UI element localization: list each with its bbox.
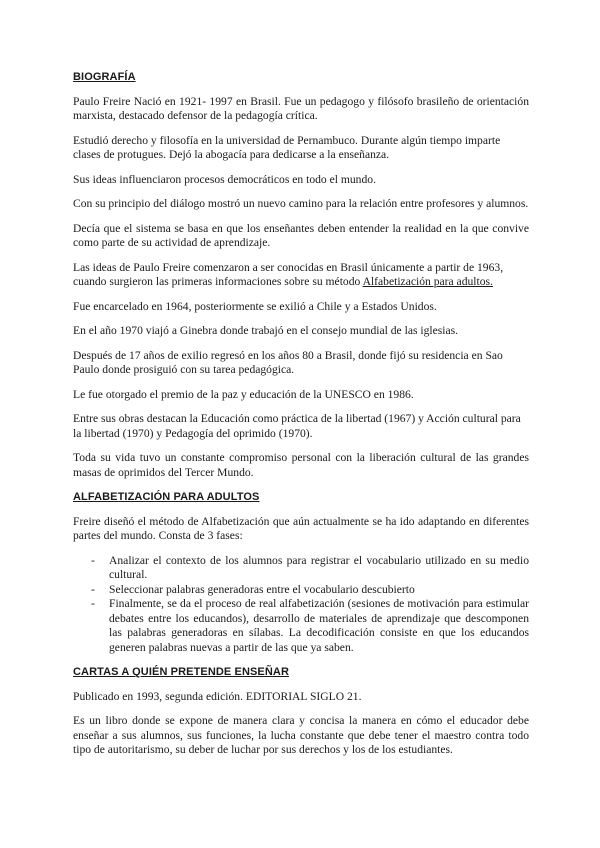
phase-text: Finalmente, se da el proceso de real alfabetización (sesiones de motivación para estimular debates entre los educandos), desarrollo de materiales de aprendizaje que descomponen las palabras generadoras en sílabas. La decodificación consiste en que los educandos generen palabras nuevas a partir de las que ya saben.: [109, 597, 529, 654]
biografia-heading: BIOGRAFÍA: [73, 71, 136, 83]
cartas-description: Es un libro donde se expone de manera clara y concisa la manera en cómo el educador debe enseñar a sus alumnos, sus funciones, la lucha constante que debe tener el maestro contra todo tipo de autoritarismo, su deber de luchar por sus derechos y los de los estudiantes.: [73, 714, 529, 756]
biografia-paragraph: Con su principio del diálogo mostró un nuevo camino para la relación entre profesores y alumnos.: [73, 197, 529, 210]
biografia-paragraph: Paulo Freire Nació en 1921- 1997 en Brasil. Fue un pedagogo y filósofo brasileño de orientación marxista, destacado defensor de la pedagogía crítica.: [73, 94, 529, 122]
biografia-paragraph: Toda su vida tuvo un constante compromiso personal con la liberación cultural de las grandes masas de oprimidos del Tercer Mundo.: [73, 451, 529, 479]
biografia-paragraph: Estudió derecho y filosofía en la universidad de Pernambuco. Durante algún tiempo imparte clases de protugues. Dejó la abogacía para dedicarse a la enseñanza.: [73, 133, 501, 161]
biografia-paragraph: Fue encarcelado en 1964, posteriormente se exilió a Chile y a Estados Unidos.: [73, 299, 437, 313]
phases-list: [73, 554, 529, 656]
alfabetizacion-intro: Freire diseñó el método de Alfabetización que aún actualmente se ha ido adaptando en diferentes partes del mundo. Consta de 3 fases:: [73, 514, 529, 542]
ideas-paragraph: [73, 261, 529, 290]
phase-text: Analizar el contexto de los alumnos para registrar el vocabulario utilizado en su medio cultural.: [109, 553, 529, 581]
cartas-published: Publicado en 1993, segunda edición. EDITORIAL SIGLO 21.: [73, 689, 362, 703]
dash-bullet: -: [91, 553, 95, 567]
biografia-paragraph: Decía que el sistema se basa en que los enseñantes deben entender la realidad en la que convive como parte de su actividad de aprendizaje.: [73, 221, 529, 249]
list-item: [73, 554, 529, 583]
list-item: [73, 583, 529, 598]
biografia-paragraph: Sus ideas influenciaron procesos democráticos en todo el mundo.: [73, 172, 376, 186]
biografia-paragraph: Después de 17 años de exilio regresó en los años 80 a Brasil, donde fijó su residencia en Sao Paulo donde prosiguió con su tarea pedagógica.: [73, 348, 503, 376]
cartas-heading: CARTAS A QUIÉN PRETENDE ENSEÑAR: [73, 666, 289, 678]
dash-bullet: -: [91, 582, 95, 596]
list-item: [73, 597, 529, 655]
document-body: [73, 70, 529, 768]
dash-bullet: -: [91, 597, 95, 610]
biografia-paragraph: Le fue otorgado el premio de la paz y educación de la UNESCO en 1986.: [73, 387, 414, 401]
alfabetizacion-heading: ALFABETIZACIÓN PARA ADULTOS: [73, 491, 260, 503]
biografia-paragraph: En el año 1970 viajó a Ginebra donde trabajó en el consejo mundial de las iglesias.: [73, 324, 459, 337]
biografia-paragraph: Entre sus obras destacan la Educación como práctica de la libertad (1967) y Acción cultural para la libertad (1970) y Pedagogía del oprimido (1970).: [73, 412, 521, 440]
ideas-text: Las ideas de Paulo Freire comenzaron a ser conocidas en Brasil únicamente a partir de 1963, cuando surgieron las primeras informaciones sobre su método: [73, 260, 504, 288]
phase-text: Seleccionar palabras generadoras entre el vocabulario descubierto: [109, 582, 415, 596]
alfabetizacion-link[interactable]: Alfabetización para adultos.: [362, 275, 493, 288]
